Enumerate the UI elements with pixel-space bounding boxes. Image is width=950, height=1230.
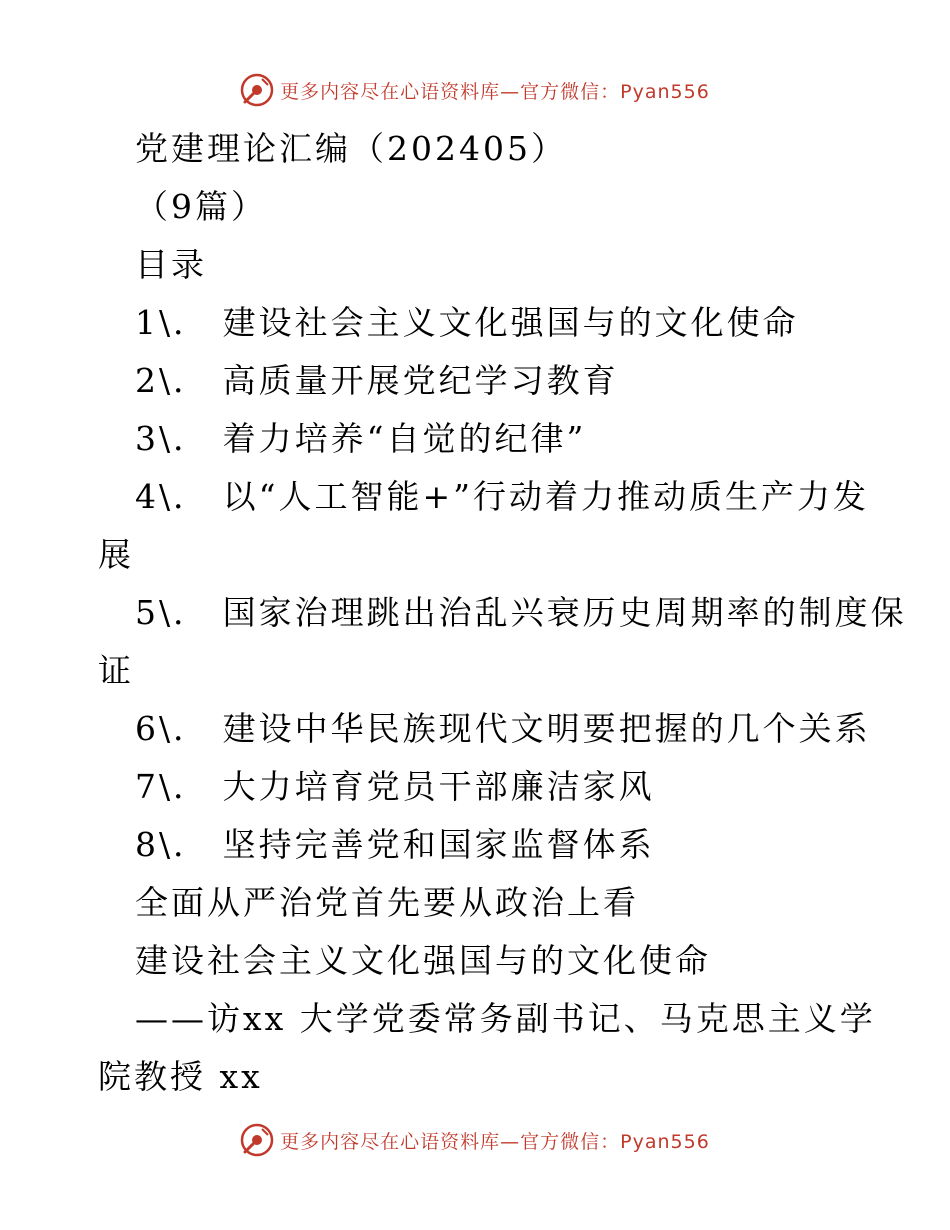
toc-number: 3\． <box>135 419 210 458</box>
article-title: 建设社会主义文化强国与的文化使命 <box>135 941 711 980</box>
document-body <box>98 120 907 1106</box>
watermark-text: 更多内容尽在心语资料库—官方微信：Pyan556 <box>280 80 710 103</box>
toc-text: 国家治理跳出治乱兴衰历史周期率的制度保 <box>222 593 907 632</box>
toc-number: 1\． <box>135 303 210 342</box>
toc-item-4[interactable] <box>98 468 870 584</box>
toc-text: 建设中华民族现代文明要把握的几个关系 <box>222 709 871 748</box>
toc-number: 2\． <box>135 361 210 400</box>
toc-item-7[interactable] <box>98 758 858 816</box>
toc-item-8[interactable] <box>98 816 858 874</box>
toc-text-continuation: 证 <box>98 651 134 690</box>
toc-number: 8\． <box>135 825 210 864</box>
toc-item-3[interactable] <box>98 410 858 468</box>
toc-item-2[interactable] <box>98 352 858 410</box>
toc-text-continuation: 展 <box>98 535 134 574</box>
pen-seal-icon <box>240 1123 274 1157</box>
toc-text: 以“人工智能+”行动着力推动质生产力发 <box>222 477 870 516</box>
toc-extra-item: 全面从严治党首先要从政治上看 <box>135 883 639 922</box>
watermark-banner-top <box>0 70 950 110</box>
document-count: （9篇） <box>135 187 267 226</box>
toc-number: 5\． <box>135 593 210 632</box>
toc-item-1[interactable] <box>98 294 858 352</box>
toc-text: 建设社会主义文化强国与的文化使命 <box>222 303 799 342</box>
article-subtitle-continuation: 院教授 xx <box>98 1057 263 1096</box>
article-subtitle: ——访xx 大学党委常务副书记、马克思主义学 <box>135 999 876 1038</box>
toc-list <box>98 294 907 874</box>
toc-item-5[interactable] <box>98 584 907 700</box>
toc-number: 6\． <box>135 709 210 748</box>
pen-seal-icon <box>240 73 274 107</box>
toc-item-6[interactable] <box>98 700 871 758</box>
toc-text: 着力培养“自觉的纪律” <box>222 419 587 458</box>
toc-text: 大力培育党员干部廉洁家风 <box>222 767 655 806</box>
watermark-banner-bottom <box>0 1120 950 1160</box>
watermark-text: 更多内容尽在心语资料库—官方微信：Pyan556 <box>280 1130 710 1153</box>
toc-number: 7\． <box>135 767 210 806</box>
toc-heading: 目录 <box>135 245 207 284</box>
toc-number: 4\． <box>135 477 210 516</box>
document-title: 党建理论汇编（202405） <box>135 129 567 168</box>
toc-text: 坚持完善党和国家监督体系 <box>222 825 655 864</box>
toc-text: 高质量开展党纪学习教育 <box>222 361 619 400</box>
